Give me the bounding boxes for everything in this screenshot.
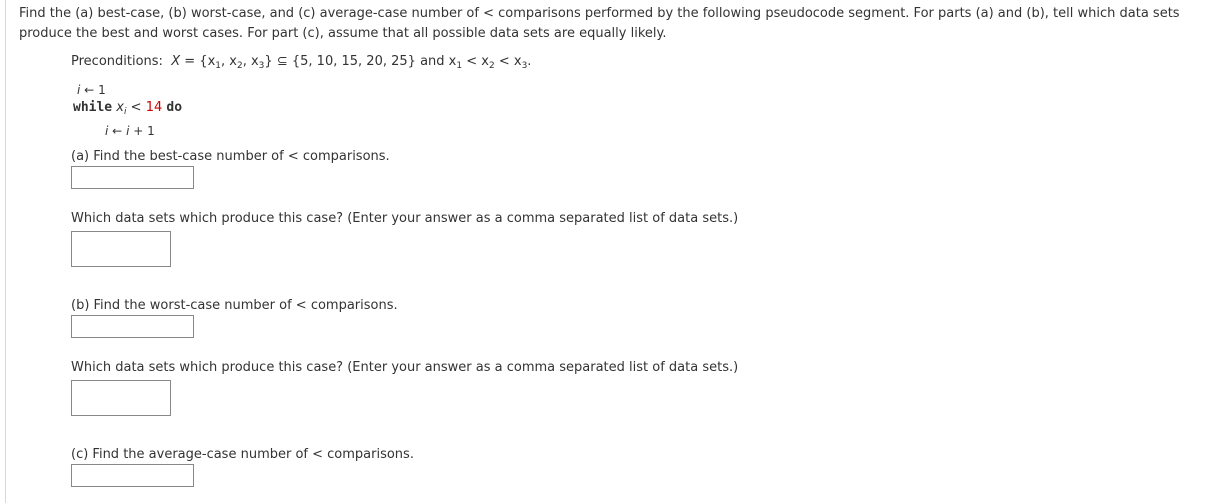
while-var: x [116,100,124,115]
order-lt-2: < x [494,54,522,69]
order-sub-3: 3 [521,61,528,71]
code-init-value: 1 [98,83,106,97]
while-lt: < [130,100,142,115]
order-sub-2: 2 [488,61,495,71]
tuple-comma-2: , x [242,54,259,69]
tuple-close: } [264,54,273,69]
order-lt-1: < x [462,54,489,69]
preconditions [71,52,531,76]
code-var-i-3: i [126,124,130,138]
code-line-1 [77,81,106,99]
code-increment: + 1 [133,124,155,138]
while-sub: i [123,107,127,117]
answer-c-input[interactable] [71,464,194,487]
subset-symbol: ⊆ [276,54,288,69]
and-word: and [420,54,445,69]
problem-intro: Find the (a) best-case, (b) worst-case, and (c) average-case number of < comparisons performed by the following pseudocode segment. For parts (a) and (b), tell which data sets produce the best and worst cases. For part (c), assume that all possible data sets are equally likely. [19,6,1180,41]
tuple-comma-1: , x [221,54,237,69]
order-end: . [527,54,532,69]
question-c: (c) Find the average-case number of < comparisons. [71,447,414,462]
sub-2: 2 [236,61,243,71]
set-x: X [171,54,181,69]
do-keyword: do [166,100,183,115]
code-line-2 [73,99,182,121]
value-set: {5, 10, 15, 20, 25} [291,54,416,69]
left-border [5,0,6,503]
answer-b-sets-input[interactable] [71,380,171,416]
order-x1: x [448,54,457,69]
assign-arrow: ← [84,83,95,97]
tuple-open: {x [199,54,216,69]
question-b: (b) Find the worst-case number of < comparisons. [71,298,398,313]
answer-a-sets-input[interactable] [71,231,171,267]
question-b-sets: Which data sets which produce this case? (Enter your answer as a comma separated list of data sets.) [71,360,739,375]
preconditions-label: Preconditions: [71,54,163,69]
code-var-i: i [77,83,81,97]
code-var-i-2: i [105,124,109,138]
sub-1: 1 [215,61,221,71]
while-keyword: while [73,100,113,115]
sub-3: 3 [258,61,265,71]
answer-b-input[interactable] [71,315,194,338]
while-number: 14 [145,100,163,115]
question-a-sets: Which data sets which produce this case? (Enter your answer as a comma separated list of data sets.) [71,211,739,226]
equals-sign: = [184,54,196,69]
assign-arrow-2: ← [112,124,123,138]
question-a: (a) Find the best-case number of < comparisons. [71,149,390,164]
answer-a-input[interactable] [71,166,194,189]
code-line-3 [105,122,155,140]
order-sub-1: 1 [456,61,463,71]
